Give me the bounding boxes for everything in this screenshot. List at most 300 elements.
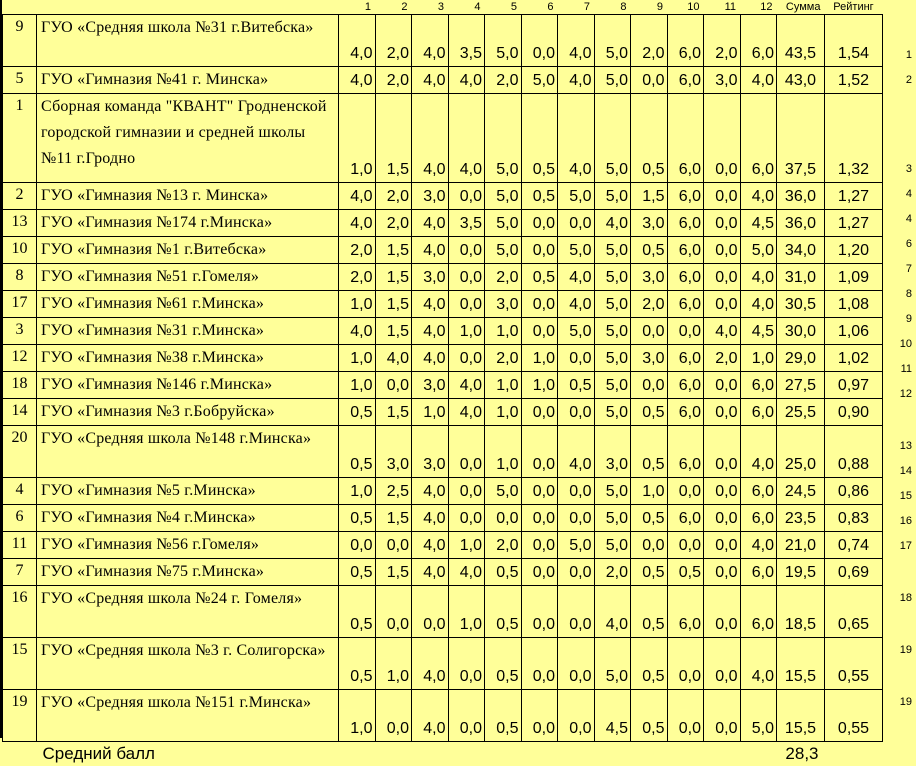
place-number: 3: [906, 163, 912, 176]
problem-score: 1,0: [485, 399, 522, 426]
results-body: [3, 15, 883, 766]
problem-score: 1,0: [375, 638, 412, 690]
problem-score: 0,0: [521, 690, 558, 742]
problem-score: 0,0: [558, 399, 595, 426]
total-sum: 43,5: [777, 15, 825, 67]
problem-score: 5,0: [485, 210, 522, 237]
problem-score: 2,0: [485, 67, 522, 94]
table-row: [3, 183, 883, 210]
problem-score: 2,0: [375, 67, 412, 94]
problem-score: 0,0: [704, 183, 741, 210]
problem-score: 4,0: [740, 426, 777, 478]
problem-score: 0,0: [412, 586, 449, 638]
problem-score: 5,0: [485, 94, 522, 183]
problem-score: 4,0: [704, 318, 741, 345]
header-blank: [3, 0, 37, 15]
problem-score: 6,0: [667, 210, 704, 237]
problem-score: 0,5: [485, 638, 522, 690]
total-sum: 25,0: [777, 426, 825, 478]
header-blank: [37, 0, 339, 15]
problem-score: 4,0: [448, 94, 485, 183]
problem-score: 1,0: [485, 318, 522, 345]
problem-score: 5,0: [558, 532, 595, 559]
problem-score: 3,0: [412, 264, 449, 291]
problem-score: 4,0: [339, 67, 376, 94]
team-name: ГУО «Средняя школа №148 г.Минска»: [37, 426, 339, 478]
problem-score: 4,0: [412, 559, 449, 586]
rating-value: 1,02: [825, 345, 883, 372]
problem-score: 5,0: [594, 237, 631, 264]
problem-score: 0,0: [521, 237, 558, 264]
header-problem-number: 6: [521, 0, 558, 15]
problem-score: 0,0: [485, 505, 522, 532]
header-rating: Рейтинг: [825, 0, 883, 15]
problem-score: 1,0: [339, 291, 376, 318]
problem-score: 0,0: [521, 210, 558, 237]
table-row: [3, 15, 883, 67]
problem-score: 0,5: [558, 372, 595, 399]
team-id: 11: [3, 532, 37, 559]
table-row: [3, 399, 883, 426]
problem-score: 0,0: [631, 67, 668, 94]
problem-score: 0,0: [448, 345, 485, 372]
total-sum: 36,0: [777, 210, 825, 237]
problem-score: 1,0: [339, 372, 376, 399]
problem-score: 2,0: [339, 237, 376, 264]
team-id: 19: [3, 690, 37, 742]
problem-score: 6,0: [667, 291, 704, 318]
place-number: 9: [906, 313, 912, 326]
problem-score: 0,0: [558, 559, 595, 586]
problem-score: 4,0: [558, 264, 595, 291]
problem-score: 0,5: [339, 638, 376, 690]
total-sum: 15,5: [777, 638, 825, 690]
problem-score: 4,0: [412, 478, 449, 505]
header-problem-number: 11: [704, 0, 741, 15]
place-number: 6: [906, 238, 912, 251]
problem-score: 1,0: [448, 586, 485, 638]
problem-score: 6,0: [740, 586, 777, 638]
problem-score: 0,0: [667, 478, 704, 505]
problem-score: 2,0: [375, 15, 412, 67]
problem-score: 4,0: [558, 15, 595, 67]
problem-score: 0,0: [448, 638, 485, 690]
place-number: 14: [900, 465, 912, 478]
team-name: ГУО «Гимназия №3 г.Бобруйска»: [37, 399, 339, 426]
problem-score: 2,0: [485, 532, 522, 559]
problem-score: 0,5: [485, 586, 522, 638]
problem-score: 0,0: [704, 264, 741, 291]
team-name: ГУО «Гимназия №4 г.Минска»: [37, 505, 339, 532]
problem-score: 0,5: [631, 426, 668, 478]
team-name: Сборная команда "КВАНТ" Гродненской городской гимназии и средней школы №11 г.Гродно: [37, 94, 339, 183]
table-row: [3, 345, 883, 372]
header-row: [3, 0, 883, 15]
problem-score: 1,5: [375, 237, 412, 264]
problem-score: 0,5: [631, 399, 668, 426]
problem-score: 0,0: [704, 690, 741, 742]
rating-value: 1,27: [825, 183, 883, 210]
place-number: 1: [906, 49, 912, 62]
problem-score: 0,5: [631, 505, 668, 532]
problem-score: 4,0: [740, 532, 777, 559]
problem-score: 2,0: [631, 291, 668, 318]
problem-score: 0,0: [704, 638, 741, 690]
total-sum: 43,0: [777, 67, 825, 94]
team-name: ГУО «Гимназия №5 г.Минска»: [37, 478, 339, 505]
problem-score: 5,0: [594, 15, 631, 67]
problem-score: 2,0: [704, 15, 741, 67]
problem-score: 4,0: [375, 345, 412, 372]
total-sum: 15,5: [777, 690, 825, 742]
problem-score: 0,0: [667, 532, 704, 559]
problem-score: 1,5: [375, 94, 412, 183]
problem-score: 4,0: [448, 399, 485, 426]
place-number: 2: [906, 74, 912, 87]
rating-value: 1,08: [825, 291, 883, 318]
problem-score: 0,0: [704, 559, 741, 586]
problem-score: 5,0: [594, 264, 631, 291]
place-number: 19: [900, 696, 912, 709]
problem-score: 3,0: [375, 426, 412, 478]
problem-score: 1,0: [740, 345, 777, 372]
problem-score: 1,0: [339, 345, 376, 372]
team-id: 1: [3, 94, 37, 183]
problem-score: 3,0: [631, 264, 668, 291]
problem-score: 0,0: [375, 586, 412, 638]
place-number: 12: [900, 388, 912, 401]
problem-score: 4,0: [412, 638, 449, 690]
total-sum: 30,5: [777, 291, 825, 318]
team-name: ГУО «Гимназия №1 г.Витебска»: [37, 237, 339, 264]
table-row: [3, 94, 883, 183]
team-id: 10: [3, 237, 37, 264]
problem-score: 0,0: [704, 372, 741, 399]
problem-score: 1,0: [412, 399, 449, 426]
table-row: [3, 67, 883, 94]
problem-score: 0,0: [521, 505, 558, 532]
problem-score: 0,5: [339, 399, 376, 426]
header-problem-number: 7: [558, 0, 595, 15]
average-value: 28,3: [777, 742, 825, 766]
problem-score: 2,0: [375, 183, 412, 210]
problem-score: 0,0: [521, 532, 558, 559]
problem-score: 0,0: [521, 318, 558, 345]
problem-score: 2,0: [485, 345, 522, 372]
problem-score: 0,0: [448, 505, 485, 532]
header-problem-number: 8: [594, 0, 631, 15]
header-sum: Сумма: [777, 0, 825, 15]
problem-score: 4,0: [448, 559, 485, 586]
problem-score: 0,5: [485, 690, 522, 742]
problem-score: 5,0: [594, 372, 631, 399]
problem-score: 0,0: [558, 210, 595, 237]
table-row: [3, 237, 883, 264]
problem-score: 3,0: [704, 67, 741, 94]
problem-score: 0,0: [667, 690, 704, 742]
problem-score: 4,0: [448, 67, 485, 94]
problem-score: 4,5: [740, 318, 777, 345]
total-sum: 18,5: [777, 586, 825, 638]
team-id: 16: [3, 586, 37, 638]
place-number: 10: [900, 338, 912, 351]
problem-score: 4,0: [412, 210, 449, 237]
table-row: [3, 532, 883, 559]
problem-score: 3,0: [412, 372, 449, 399]
problem-score: 4,0: [339, 210, 376, 237]
problem-score: 5,0: [594, 532, 631, 559]
problem-score: 6,0: [667, 426, 704, 478]
problem-score: 5,0: [594, 94, 631, 183]
problem-score: 1,5: [375, 291, 412, 318]
team-id: 5: [3, 67, 37, 94]
problem-score: 0,0: [704, 426, 741, 478]
problem-score: 0,0: [704, 478, 741, 505]
problem-score: 2,0: [339, 264, 376, 291]
problem-score: 4,5: [594, 690, 631, 742]
problem-score: 5,0: [558, 237, 595, 264]
problem-score: 1,0: [448, 532, 485, 559]
average-label: Средний балл: [3, 742, 777, 766]
problem-score: 0,5: [339, 426, 376, 478]
problem-score: 3,0: [412, 183, 449, 210]
problem-score: 0,0: [521, 291, 558, 318]
problem-score: 0,0: [521, 586, 558, 638]
problem-score: 5,0: [594, 318, 631, 345]
problem-score: 4,0: [740, 67, 777, 94]
problem-score: 6,0: [667, 399, 704, 426]
problem-score: 5,0: [594, 67, 631, 94]
total-sum: 36,0: [777, 183, 825, 210]
problem-score: 6,0: [667, 264, 704, 291]
problem-score: 0,5: [485, 559, 522, 586]
header-problem-number: 10: [667, 0, 704, 15]
problem-score: 2,5: [375, 478, 412, 505]
rating-value: 1,32: [825, 94, 883, 183]
problem-score: 4,0: [412, 318, 449, 345]
rating-value: 1,20: [825, 237, 883, 264]
problem-score: 6,0: [667, 237, 704, 264]
team-id: 13: [3, 210, 37, 237]
problem-score: 1,0: [631, 478, 668, 505]
problem-score: 0,0: [448, 690, 485, 742]
header-problem-number: 3: [412, 0, 449, 15]
total-sum: 29,0: [777, 345, 825, 372]
place-number: 19: [900, 644, 912, 657]
problem-score: 3,0: [631, 345, 668, 372]
problem-score: 0,0: [339, 532, 376, 559]
table-row: [3, 559, 883, 586]
problem-score: 5,0: [740, 690, 777, 742]
team-name: ГУО «Средняя школа №31 г.Витебска»: [37, 15, 339, 67]
problem-score: 0,0: [521, 478, 558, 505]
problem-score: 5,0: [485, 237, 522, 264]
place-number: 7: [906, 263, 912, 276]
problem-score: 0,5: [631, 638, 668, 690]
problem-score: 0,0: [631, 532, 668, 559]
problem-score: 4,0: [412, 15, 449, 67]
problem-score: 1,5: [375, 318, 412, 345]
place-number: 15: [900, 490, 912, 503]
problem-score: 0,0: [375, 372, 412, 399]
team-name: ГУО «Гимназия №51 г.Гомеля»: [37, 264, 339, 291]
rating-value: 1,09: [825, 264, 883, 291]
problem-score: 0,0: [448, 478, 485, 505]
problem-score: 4,0: [448, 372, 485, 399]
total-sum: 34,0: [777, 237, 825, 264]
problem-score: 0,0: [521, 638, 558, 690]
team-id: 3: [3, 318, 37, 345]
place-number: 13: [900, 440, 912, 453]
problem-score: 4,0: [740, 264, 777, 291]
team-name: ГУО «Гимназия №56 г.Гомеля»: [37, 532, 339, 559]
total-sum: 24,5: [777, 478, 825, 505]
problem-score: 1,0: [339, 690, 376, 742]
rating-value: 0,97: [825, 372, 883, 399]
problem-score: 6,0: [667, 67, 704, 94]
problem-score: 1,0: [485, 426, 522, 478]
team-name: ГУО «Средняя школа №151 г.Минска»: [37, 690, 339, 742]
problem-score: 0,5: [521, 264, 558, 291]
problem-score: 1,0: [448, 318, 485, 345]
rating-value: 0,65: [825, 586, 883, 638]
team-id: 4: [3, 478, 37, 505]
header-problem-number: 9: [631, 0, 668, 15]
team-id: 20: [3, 426, 37, 478]
problem-score: 0,5: [339, 586, 376, 638]
problem-score: 0,0: [375, 532, 412, 559]
team-name: ГУО «Гимназия №146 г.Минска»: [37, 372, 339, 399]
total-sum: 37,5: [777, 94, 825, 183]
problem-score: 0,0: [521, 399, 558, 426]
table-row: [3, 690, 883, 742]
table-row: [3, 372, 883, 399]
problem-score: 3,0: [485, 291, 522, 318]
problem-score: 6,0: [740, 372, 777, 399]
team-name: ГУО «Средняя школа №24 г. Гомеля»: [37, 586, 339, 638]
problem-score: 4,0: [339, 318, 376, 345]
problem-score: 0,0: [667, 638, 704, 690]
problem-score: 1,5: [375, 505, 412, 532]
team-id: 12: [3, 345, 37, 372]
problem-score: 0,0: [704, 237, 741, 264]
problem-score: 4,0: [339, 183, 376, 210]
problem-score: 0,5: [521, 94, 558, 183]
problem-score: 4,0: [594, 586, 631, 638]
problem-score: 1,5: [375, 264, 412, 291]
problem-score: 0,0: [704, 532, 741, 559]
results-table: [2, 0, 883, 766]
problem-score: 2,0: [485, 264, 522, 291]
total-sum: 23,5: [777, 505, 825, 532]
problem-score: 4,0: [412, 532, 449, 559]
total-sum: 19,5: [777, 559, 825, 586]
problem-score: 3,0: [594, 426, 631, 478]
total-sum: 30,0: [777, 318, 825, 345]
table-row: [3, 638, 883, 690]
problem-score: 6,0: [740, 559, 777, 586]
team-name: ГУО «Гимназия №174 г.Минска»: [37, 210, 339, 237]
problem-score: 0,5: [631, 94, 668, 183]
problem-score: 0,0: [558, 638, 595, 690]
problem-score: 5,0: [594, 345, 631, 372]
problem-score: 5,0: [594, 505, 631, 532]
problem-score: 3,0: [412, 426, 449, 478]
problem-score: 5,0: [485, 478, 522, 505]
header-problem-number: 12: [740, 0, 777, 15]
place-number: 16: [900, 515, 912, 528]
problem-score: 3,0: [631, 210, 668, 237]
table-row: [3, 291, 883, 318]
problem-score: 4,0: [740, 638, 777, 690]
problem-score: 4,0: [558, 426, 595, 478]
total-sum: 21,0: [777, 532, 825, 559]
problem-score: 5,0: [594, 291, 631, 318]
rating-value: 0,88: [825, 426, 883, 478]
problem-score: 0,0: [704, 210, 741, 237]
problem-score: 1,0: [485, 372, 522, 399]
team-id: 2: [3, 183, 37, 210]
problem-score: 4,0: [740, 183, 777, 210]
problem-score: 1,0: [521, 372, 558, 399]
header-problem-number: 1: [339, 0, 376, 15]
problem-score: 6,0: [740, 478, 777, 505]
problem-score: 3,5: [448, 15, 485, 67]
table-row: [3, 586, 883, 638]
problem-score: 0,0: [521, 15, 558, 67]
problem-score: 0,0: [704, 399, 741, 426]
problem-score: 0,0: [631, 372, 668, 399]
total-sum: 27,5: [777, 372, 825, 399]
team-name: ГУО «Гимназия №13 г. Минска»: [37, 183, 339, 210]
problem-score: 0,5: [631, 586, 668, 638]
header-problem-number: 4: [448, 0, 485, 15]
place-number: 17: [900, 540, 912, 553]
rating-value: 0,86: [825, 478, 883, 505]
problem-score: 4,0: [412, 94, 449, 183]
problem-score: 0,0: [558, 505, 595, 532]
team-id: 6: [3, 505, 37, 532]
problem-score: 0,0: [375, 690, 412, 742]
problem-score: 5,0: [558, 183, 595, 210]
problem-score: 0,0: [704, 94, 741, 183]
problem-score: 6,0: [740, 505, 777, 532]
problem-score: 6,0: [667, 372, 704, 399]
problem-score: 2,0: [704, 345, 741, 372]
table-row: [3, 426, 883, 478]
problem-score: 4,0: [412, 291, 449, 318]
place-number: 18: [900, 592, 912, 605]
problem-score: 4,0: [740, 291, 777, 318]
problem-score: 0,5: [631, 559, 668, 586]
team-id: 8: [3, 264, 37, 291]
team-name: ГУО «Гимназия №75 г.Минска»: [37, 559, 339, 586]
problem-score: 4,0: [558, 94, 595, 183]
problem-score: 0,0: [558, 690, 595, 742]
team-name: ГУО «Средняя школа №3 г. Солигорска»: [37, 638, 339, 690]
problem-score: 5,0: [485, 183, 522, 210]
rating-value: 0,55: [825, 690, 883, 742]
problem-score: 0,0: [667, 318, 704, 345]
problem-score: 2,0: [594, 559, 631, 586]
header-problem-number: 5: [485, 0, 522, 15]
team-id: 7: [3, 559, 37, 586]
problem-score: 4,5: [740, 210, 777, 237]
problem-score: 1,0: [521, 345, 558, 372]
problem-score: 0,0: [704, 291, 741, 318]
rating-value: 0,55: [825, 638, 883, 690]
table-row: [3, 505, 883, 532]
